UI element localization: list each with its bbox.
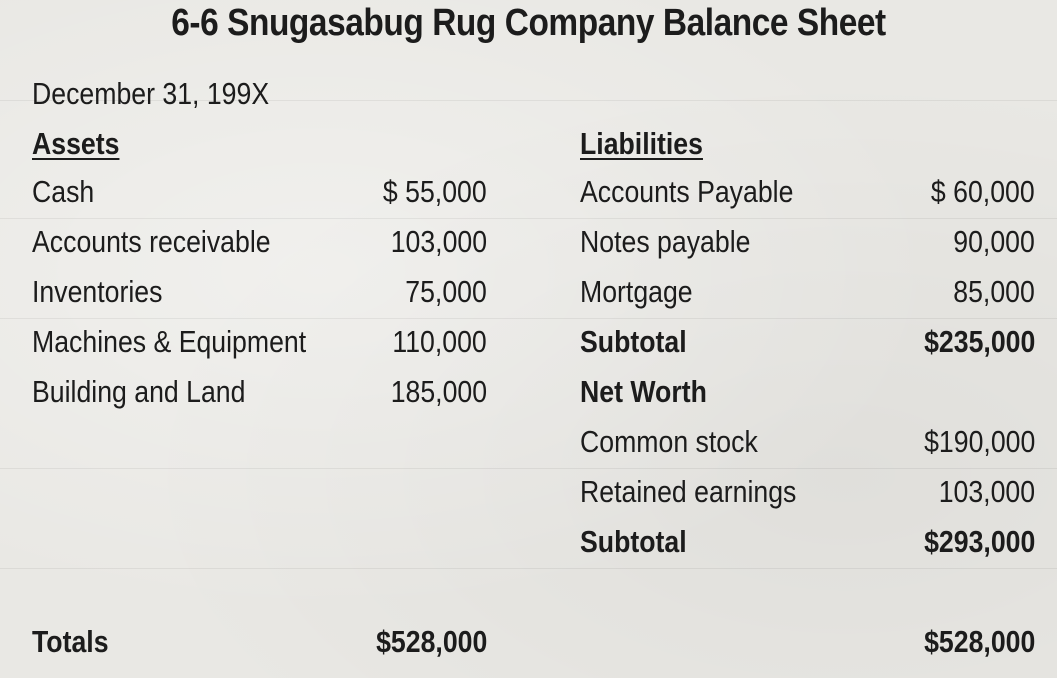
net-worth-label: Common stock bbox=[580, 424, 758, 459]
net-worth-subtotal-value: $293,000 bbox=[923, 524, 1035, 559]
statement-date: December 31, 199X bbox=[32, 76, 270, 111]
asset-value: 185,000 bbox=[390, 374, 487, 409]
assets-heading: Assets bbox=[32, 126, 120, 161]
asset-label: Machines & Equipment bbox=[32, 324, 307, 359]
liability-value: $ 60,000 bbox=[931, 174, 1035, 209]
asset-label: Accounts receivable bbox=[32, 224, 271, 259]
totals-label: Totals bbox=[32, 624, 109, 659]
liability-label: Notes payable bbox=[580, 224, 751, 259]
liability-label: Accounts Payable bbox=[580, 174, 794, 209]
bleed-line bbox=[0, 568, 1057, 569]
page-title: 6-6 Snugasabug Rug Company Balance Sheet bbox=[171, 2, 886, 44]
liabilities-heading: Liabilities bbox=[580, 126, 703, 161]
asset-value: 75,000 bbox=[405, 274, 487, 309]
net-worth-value: $190,000 bbox=[923, 424, 1035, 459]
net-worth-subtotal-label: Subtotal bbox=[580, 524, 687, 559]
liability-label: Mortgage bbox=[580, 274, 693, 309]
asset-value: 103,000 bbox=[390, 224, 487, 259]
net-worth-label: Retained earnings bbox=[580, 474, 797, 509]
liabilities-subtotal-value: $235,000 bbox=[923, 324, 1035, 359]
asset-label: Inventories bbox=[32, 274, 163, 309]
liability-value: 85,000 bbox=[953, 274, 1035, 309]
bleed-line bbox=[0, 468, 1057, 469]
asset-label: Building and Land bbox=[32, 374, 246, 409]
assets-total-value: $528,000 bbox=[375, 624, 487, 659]
net-worth-heading: Net Worth bbox=[580, 374, 707, 409]
asset-value: 110,000 bbox=[392, 324, 487, 359]
net-worth-value: 103,000 bbox=[938, 474, 1035, 509]
liabilities-subtotal-label: Subtotal bbox=[580, 324, 687, 359]
liabilities-total-value: $528,000 bbox=[923, 624, 1035, 659]
bleed-line bbox=[0, 218, 1057, 219]
bleed-line bbox=[0, 318, 1057, 319]
liability-value: 90,000 bbox=[953, 224, 1035, 259]
asset-label: Cash bbox=[32, 174, 95, 209]
asset-value: $ 55,000 bbox=[383, 174, 487, 209]
